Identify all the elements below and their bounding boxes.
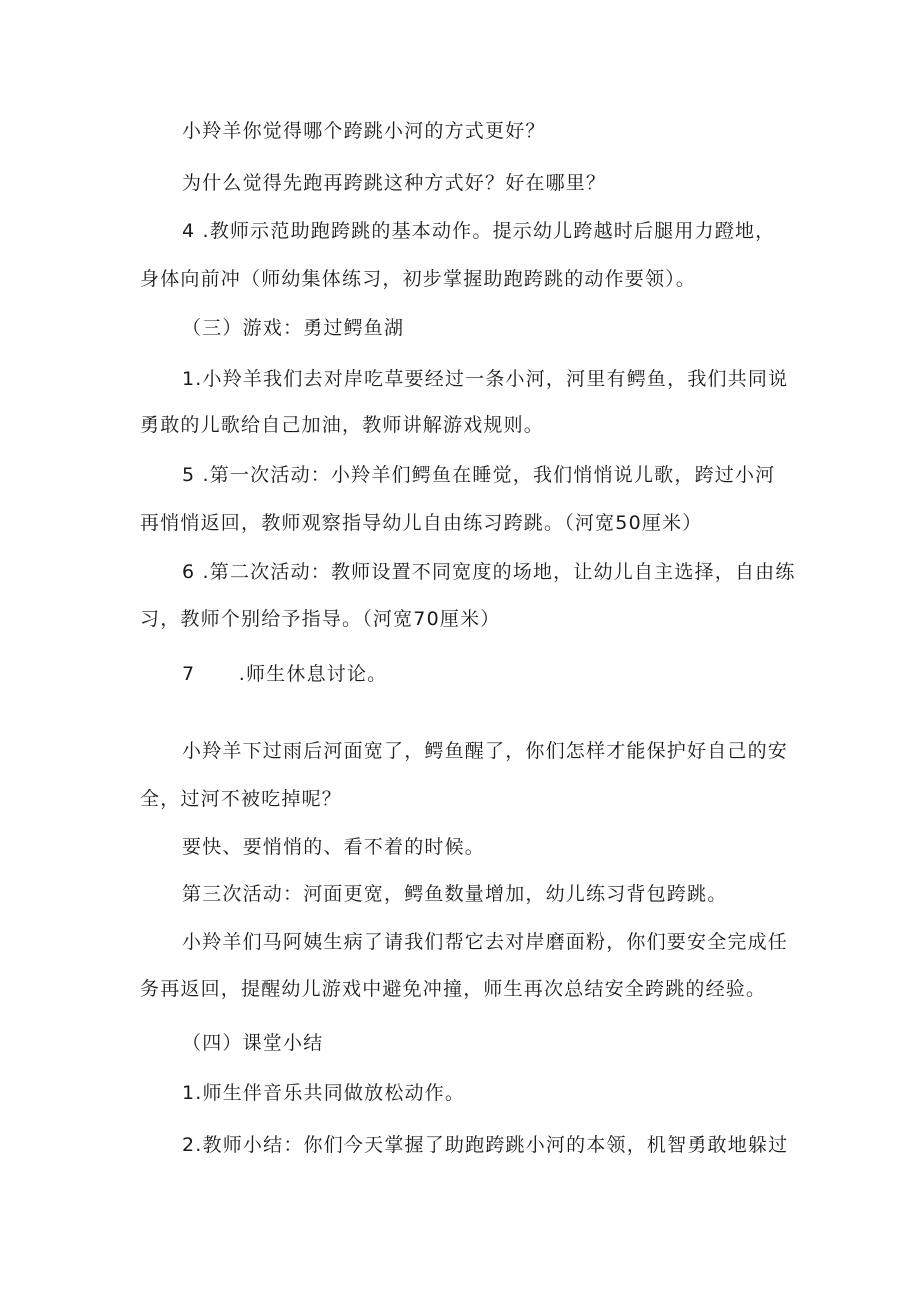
text-line-rain-question: 小羚羊下过雨后河面宽了，鳄鱼醒了，你们怎样才能保护好自己的安 — [182, 740, 789, 762]
text-line-rain-question-cont: 全，过河不被吃掉呢？ — [140, 788, 343, 810]
text-line-step-5-cont: 再悄悄返回，教师观察指导幼儿自由练习跨跳。（河宽50厘米） — [140, 512, 703, 534]
text-line-step-6-cont: 习，教师个别给予指导。（河宽70厘米） — [140, 608, 501, 630]
text-line-task: 小羚羊们马阿姨生病了请我们帮它去对岸磨面粉，你们要安全完成任 — [182, 931, 789, 953]
section-heading-game: （三）游戏：勇过鳄鱼湖 — [182, 317, 405, 339]
text-line-answer: 要快、要悄悄的、看不着的时候。 — [182, 836, 486, 858]
text-line-task-cont: 务再返回，提醒幼儿游戏中避免冲撞，师生再次总结安全跨跳的经验。 — [140, 978, 767, 1000]
text-line-summary-1: 1.师生伴音乐共同做放松动作。 — [182, 1082, 466, 1104]
text-line-step-4: 4 .教师示范助跑跨跳的基本动作。提示幼儿跨越时后腿用力蹬地， — [182, 220, 776, 242]
text-line-step-5: 5 .第一次活动：小羚羊们鳄鱼在睡觉，我们悄悄说儿歌，跨过小河 — [182, 464, 776, 486]
text-line-step-7: 7 .师生休息讨论。 — [182, 663, 388, 685]
text-line-summary-2: 2.教师小结：你们今天掌握了助跑跨跳小河的本领，机智勇敢地躲过 — [182, 1134, 789, 1156]
section-heading-summary: （四）课堂小结 — [182, 1032, 324, 1054]
text-line-question-why: 为什么觉得先跑再跨跳这种方式好？好在哪里？ — [182, 172, 607, 194]
text-line-question-best-way: 小羚羊你觉得哪个跨跳小河的方式更好？ — [182, 120, 546, 142]
text-line-third-activity: 第三次活动：河面更宽，鳄鱼数量增加，幼儿练习背包跨跳。 — [182, 883, 728, 905]
text-line-game-1: 1.小羚羊我们去对岸吃草要经过一条小河，河里有鳄鱼，我们共同说 — [182, 368, 789, 390]
text-line-step-4-cont: 身体向前冲（师幼集体练习，初步掌握助跑跨跳的动作要领）。 — [140, 268, 697, 290]
text-line-step-6: 6 .第二次活动：教师设置不同宽度的场地，让幼儿自主选择，自由练 — [182, 561, 796, 583]
text-line-game-1-cont: 勇敢的儿歌给自己加油，教师讲解游戏规则。 — [140, 414, 545, 436]
